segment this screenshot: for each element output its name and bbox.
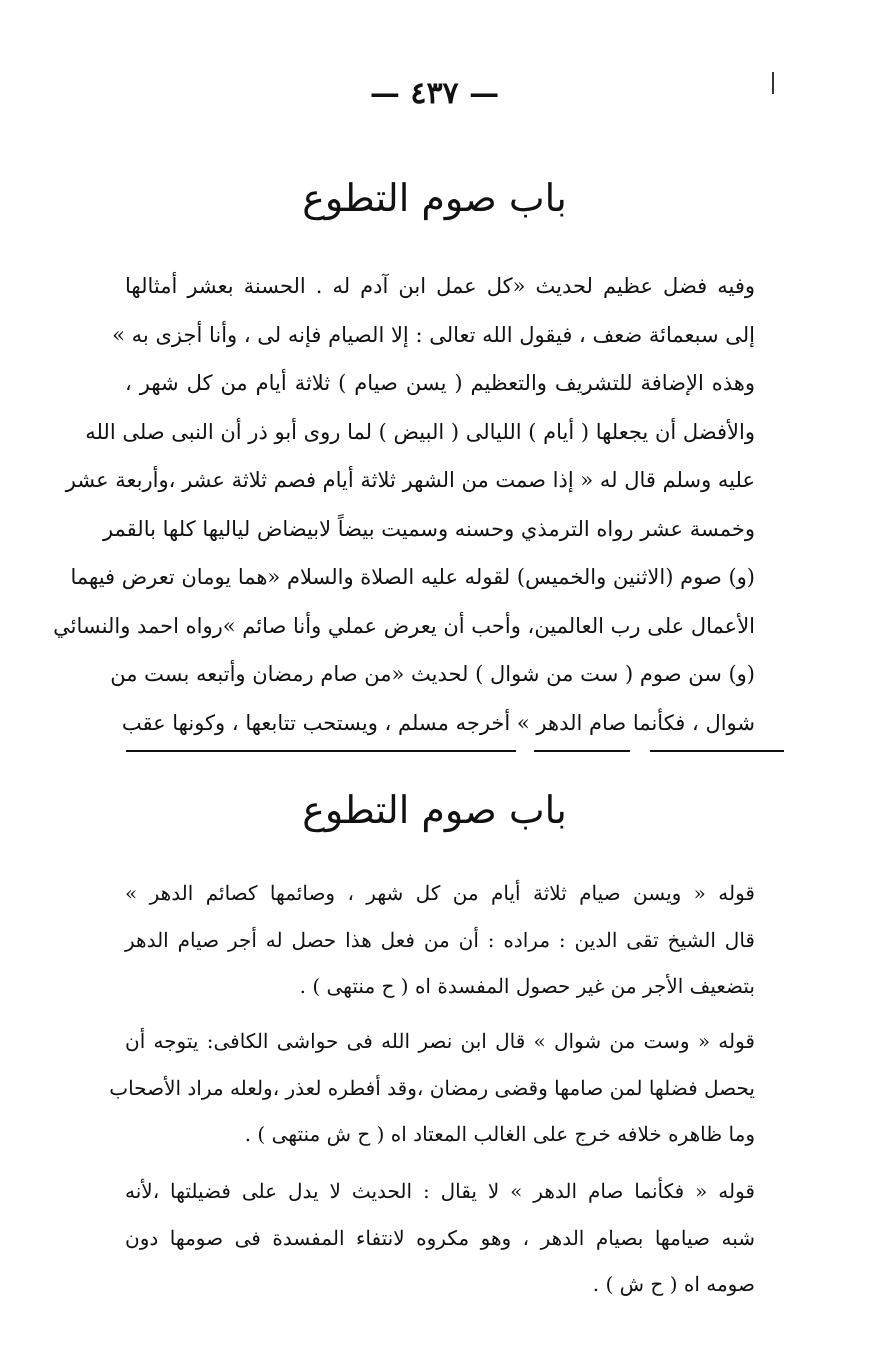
note-line: قوله « ويسن صيام ثلاثة أيام من كل شهر ، وصائمها كصائم الدهر » [125, 881, 755, 905]
main-text-line: الأعمال على رب العالمين، وأحب أن يعرض عملي وأنا صائم »رواه احمد والنسائي [53, 613, 755, 638]
commentary-note [125, 1168, 755, 1308]
page-number: — ٤٣٧ — [369, 76, 500, 111]
main-text-line: شوال ، فكأنما صام الدهر » أخرجه مسلم ، ويستحب تتابعها ، وكونها عقب [121, 710, 755, 735]
note-line: يحصل فضلها لمن صامها وقضى رمضان ،وقد أفطره لعذر ،ولعله مراد الأصحاب [109, 1075, 755, 1100]
main-text [53, 262, 755, 747]
note-line: بتضعيف الأجر من غير حصول المفسدة اه ( ح منتهى ) . [299, 974, 755, 998]
main-text-line: (و) سن صوم ( ست من شوال ) لحديث «من صام رمضان وأتبعه بست من [110, 662, 755, 686]
section-divider [126, 750, 516, 752]
note-line: شبه صيامها بصيام الدهر ، وهو مكروه لانتفاء المفسدة فى صومها دون [125, 1225, 755, 1250]
main-text-line: إلى سبعمائة ضعف ، فيقول الله تعالى : إلا الصيام فإنه لى ، وأنا أجزى به » [112, 322, 755, 347]
section-divider [534, 750, 630, 752]
main-text-line: وهذه الإضافة للتشريف والتعظيم ( يسن صيام ) ثلاثة أيام من كل شهر ، [125, 371, 755, 395]
main-text-line: (و) صوم (الاثنين والخميس) لقوله عليه الصلاة والسلام «هما يومان تعرض فيهما [70, 565, 755, 589]
chapter-title: باب صوم التطوع [302, 176, 567, 220]
main-text-line: والأفضل أن يجعلها ( أيام ) الليالى ( البيض ) لما روى أبو ذر أن النبى صلى الله [85, 419, 755, 444]
note-line: وما ظاهره خلافه خرج على الغالب المعتاد اه ( ح ش منتهى ) . [244, 1122, 755, 1146]
commentary-title: باب صوم التطوع [302, 788, 567, 832]
main-text-line: وفيه فضل عظيم لحديث «كل عمل ابن آدم له . الحسنة بعشر أمثالها [125, 274, 755, 298]
commentary-note [109, 1018, 755, 1158]
main-text-line: عليه وسلم قال له « إذا صمت من الشهر ثلاثة أيام فصم ثلاثة عشر ،وأربعة عشر [65, 468, 755, 492]
note-line: قوله « فكأنما صام الدهر » لا يقال : الحديث لا يدل على فضيلتها ،لأنه [125, 1179, 755, 1203]
commentary-note [125, 870, 755, 1010]
note-line: صومه اه ( ح ش ) . [592, 1272, 755, 1296]
note-line: قال الشيخ تقى الدين : مراده : أن من فعل هذا حصل له أجر صيام الدهر [125, 927, 755, 952]
note-line: قوله « وست من شوال » قال ابن نصر الله فى حواشى الكافى: يتوجه أن [125, 1029, 755, 1053]
section-divider [650, 750, 784, 752]
main-text-line: وخمسة عشر رواه الترمذي وحسنه وسميت بيضاً لابيضاض لياليها كلها بالقمر [102, 516, 755, 541]
